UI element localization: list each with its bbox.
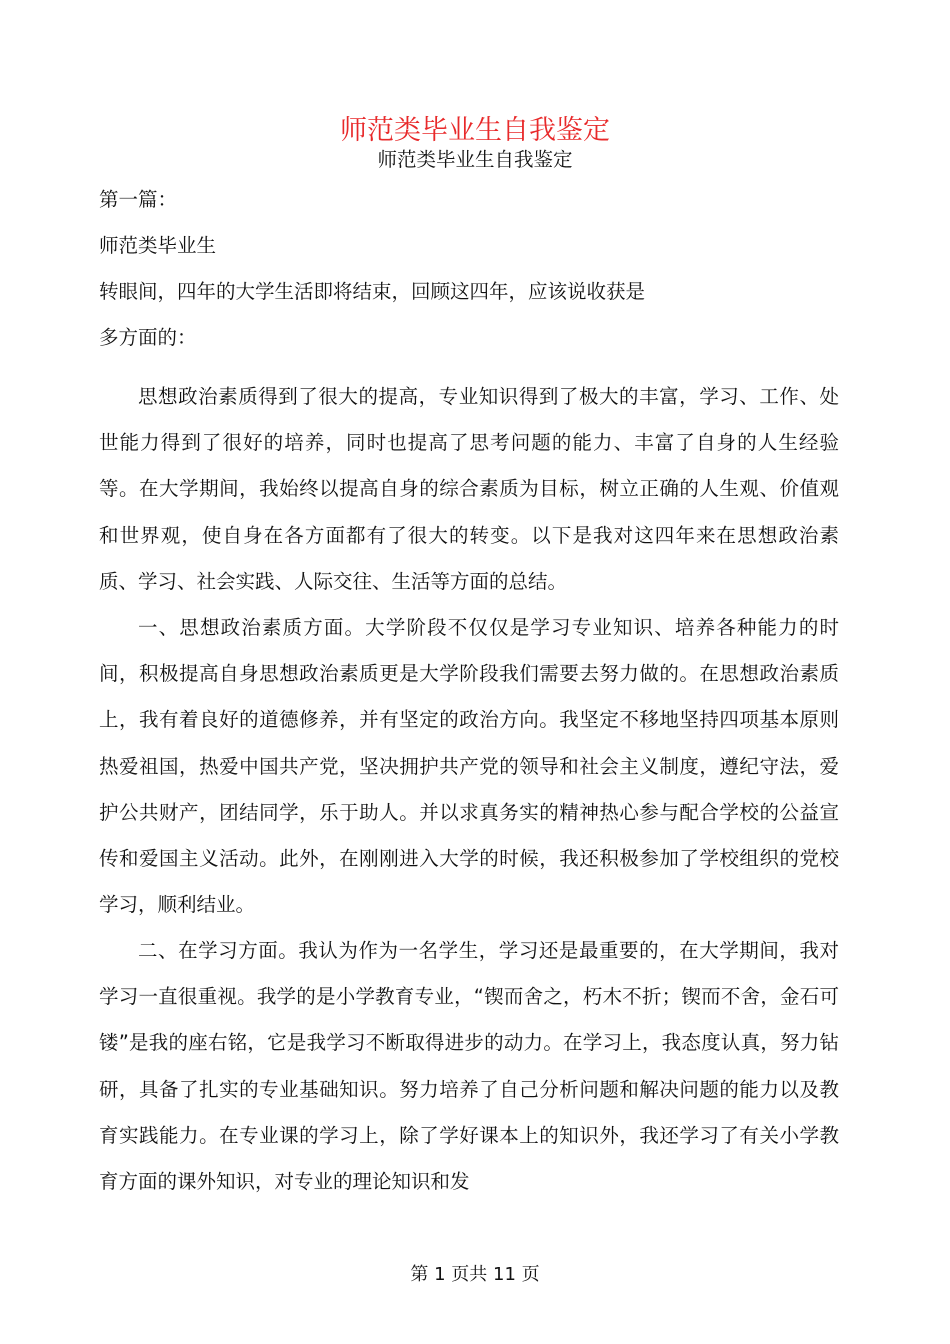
document-subtitle: 师范类毕业生自我鉴定: [377, 148, 573, 171]
section-label: 第一篇：: [99, 188, 178, 211]
section-heading: 师范类毕业生: [99, 234, 217, 257]
intro-line-1: 转眼间，四年的大学生活即将结束，回顾这四年，应该说收获是: [99, 280, 646, 303]
body-paragraph: 一、思想政治素质方面。大学阶段不仅仅是学习专业知识、培养各种能力的时间，积极提高自身思想政治素质更是大学阶段我们需要去努力做的。在思想政治素质上，我有着良好的道德修养，并有坚定的政治方向。我坚定不移地坚持四项基本原则热爱祖国，热爱中国共产党，坚决拥护共产党的领导和社会主义制度，遵纪守法，爱护公共财产，团结同学，乐于助人。并以求真务实的精神热心参与配合学校的公益宣传和爱国主义活动。此外，在刚刚进入大学的时候，我还积极参加了学校组织的党校学习，顺利结业。: [99, 616, 839, 917]
intro-line-2: 多方面的：: [99, 326, 197, 349]
body-paragraph: 思想政治素质得到了很大的提高，专业知识得到了极大的丰富，学习、工作、处世能力得到了很好的培养，同时也提高了思考问题的能力、丰富了自身的人生经验等。在大学期间，我始终以提高自身的综合素质为目标，树立正确的人生观、价值观和世界观，使自身在各方面都有了很大的转变。以下是我对这四年来在思想政治素质、学习、社会实践、人际交往、生活等方面的总结。: [99, 385, 839, 593]
page-footer: 第 1 页共 11 页: [410, 1264, 540, 1285]
body-paragraph: 二、在学习方面。我认为作为一名学生，学习还是最重要的，在大学期间，我对学习一直很重视。我学的是小学教育专业，“锲而舍之，朽木不折；锲而不舍，金石可镂”是我的座右铭，它是我学习不断取得进步的动力。在学习上，我态度认真，努力钻研，具备了扎实的专业基础知识。努力培养了自己分析问题和解决问题的能力以及教育实践能力。在专业课的学习上，除了学好课本上的知识外，我还学习了有关小学教育方面的课外知识，对专业的理论知识和发: [99, 939, 839, 1194]
document-title: 师范类毕业生自我鉴定: [340, 115, 610, 146]
